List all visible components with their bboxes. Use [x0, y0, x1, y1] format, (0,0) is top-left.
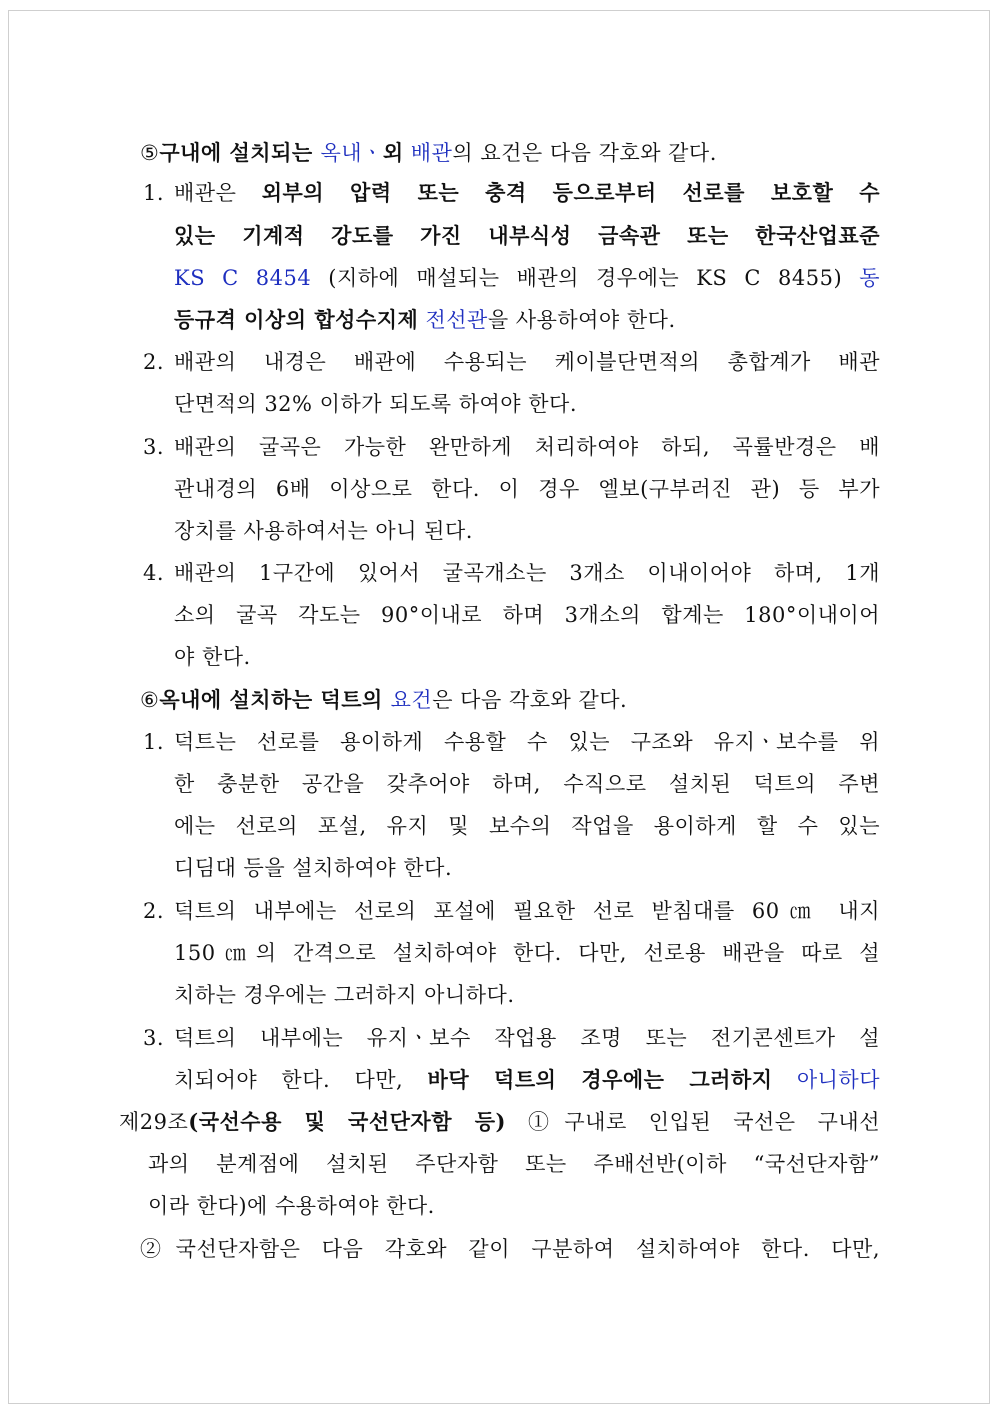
term-link-conduit[interactable]: 배관: [410, 141, 453, 165]
section-6-heading: ⑥옥내에 설치하는 덕트의 요건은 다음 각호와 같다.: [140, 687, 628, 712]
circled-number-5: ⑤: [140, 141, 160, 165]
item-number: 2.: [143, 899, 165, 923]
paragraph-line: 배관의 1구간에 있어서 굴곡개소는 3개소 이내이어야 하며, 1개: [174, 561, 880, 585]
article-number: 제29조: [119, 1110, 189, 1134]
paragraph-line: 단면적의 32% 이하가 되도록 하여야 한다.: [174, 392, 578, 416]
paragraph-line: 덕트의 내부에는 유지ㆍ보수 작업용 조명 또는 전기콘센트가 설: [174, 1026, 880, 1050]
paragraph-line: 있는 기계적 강도를 가진 내부식성 금속관 또는 한국산업표준: [174, 223, 880, 248]
item-number: 2.: [143, 350, 165, 374]
paragraph-line: 치되어야 한다. 다만, 바닥 덕트의 경우에는 그러하지 아니하다: [174, 1067, 880, 1092]
item-number: 1.: [143, 730, 165, 754]
item-number: 1.: [143, 181, 165, 205]
paragraph-line: 150㎝의 간격으로 설치하여야 한다. 다만, 선로용 배관을 따로 설: [174, 941, 880, 965]
paragraph-line: KS C 8454 (지하에 매설되는 배관의 경우에는 KS C 8455) 동: [174, 266, 880, 290]
term-link-not-applicable[interactable]: 아니하다: [796, 1068, 880, 1092]
paragraph-line: 장치를 사용하여서는 아니 된다.: [174, 519, 473, 543]
paragraph-line: 한 충분한 공간을 갖추어야 하며, 수직으로 설치된 덕트의 주변: [174, 772, 880, 796]
heading-bold: 구내에 설치되는: [159, 140, 321, 165]
paragraph-line: 덕트는 선로를 용이하게 수용할 수 있는 구조와 유지ㆍ보수를 위: [174, 730, 880, 754]
term-link-requirements[interactable]: 요건: [390, 688, 433, 712]
paragraph-line: 등규격 이상의 합성수지제 전선관을 사용하여야 한다.: [174, 307, 676, 332]
paragraph-line: 디딤대 등을 설치하여야 한다.: [174, 856, 453, 880]
heading-bold: 외: [382, 140, 404, 165]
term-link-indoor-outdoor[interactable]: 옥내ㆍ: [320, 141, 383, 165]
term-link-ks-c-8454[interactable]: KS C 8454: [174, 266, 312, 290]
paragraph-line: 소의 굴곡 각도는 90°이내로 하며 3개소의 합계는 180°이내이어: [174, 603, 880, 627]
term-link-electric-pipe[interactable]: 전선관: [425, 308, 488, 332]
heading-text: 의 요건은 다음 각호와 같다.: [452, 141, 717, 165]
item-number: 3.: [143, 435, 165, 459]
article-29-heading: 제29조(국선수용 및 국선단자함 등) ①구내로 인입된 국선은 구내선: [119, 1109, 880, 1134]
paragraph-line: 치하는 경우에는 그러하지 아니하다.: [174, 983, 515, 1007]
circled-number-6: ⑥: [140, 688, 160, 712]
article-title: (국선수용 및 국선단자함 등): [188, 1109, 506, 1134]
item-number: 4.: [143, 561, 165, 585]
item-number: 3.: [143, 1026, 165, 1050]
paragraph-line: 배관은 외부의 압력 또는 충격 등으로부터 선로를 보호할 수: [174, 180, 880, 205]
paragraph-line: ②국선단자함은 다음 각호와 같이 구분하여 설치하여야 한다. 다만,: [140, 1237, 880, 1261]
paragraph-line: 관내경의 6배 이상으로 한다. 이 경우 엘보(구부러진 관) 등 부가: [174, 477, 880, 501]
paragraph-line: 에는 선로의 포설, 유지 및 보수의 작업을 용이하게 할 수 있는: [174, 814, 880, 838]
paragraph-line: 배관의 굴곡은 가능한 완만하게 처리하여야 하되, 곡률반경은 배: [174, 435, 880, 459]
paragraph-line: 이라 한다)에 수용하여야 한다.: [148, 1194, 435, 1218]
paragraph-line: 과의 분계점에 설치된 주단자함 또는 주배선반(이하 “국선단자함”: [148, 1152, 880, 1176]
term-link-equivalent[interactable]: 동: [859, 266, 880, 290]
paragraph-line: 배관의 내경은 배관에 수용되는 케이블단면적의 총합계가 배관: [174, 350, 880, 374]
paragraph-line: 덕트의 내부에는 선로의 포설에 필요한 선로 받침대를 60㎝ 내지: [174, 899, 880, 923]
section-5-heading: [140, 138, 717, 168]
paragraph-line: 야 한다.: [174, 645, 251, 669]
